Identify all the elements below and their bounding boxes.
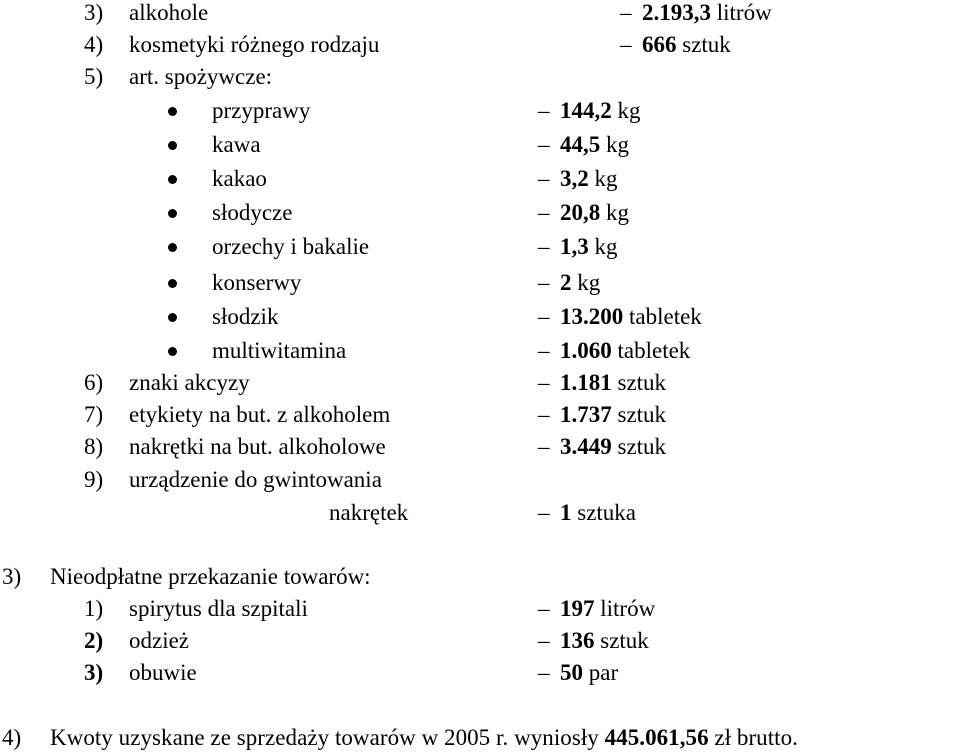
item-label: obuwie [129, 660, 197, 685]
dash: – [538, 166, 550, 191]
food-quantity: 144,2 kg [560, 98, 641, 123]
summary-text: Kwoty uzyskane ze sprzedaży towarów w 2005 r. wyniosły 445.061,56 zł brutto. [50, 725, 798, 750]
item-number: 2) [84, 628, 104, 653]
food-quantity: 1,3 kg [560, 234, 618, 259]
item-number: 9) [84, 467, 104, 492]
food-item [0, 95, 960, 127]
bullet-icon [168, 347, 177, 356]
list-item [0, 29, 960, 61]
food-item [0, 197, 960, 229]
dash: – [538, 338, 550, 363]
item-label: urządzenie do gwintowania [129, 467, 382, 492]
list-item [0, 464, 960, 496]
dash: – [538, 660, 550, 685]
food-quantity: 44,5 kg [560, 132, 629, 157]
list-item [0, 399, 960, 431]
list-item-continuation [0, 497, 960, 529]
food-label: przyprawy [212, 98, 311, 123]
bullet-icon [168, 313, 177, 322]
item-number: 5) [84, 64, 104, 89]
dash: – [620, 32, 632, 57]
dash: – [538, 200, 550, 225]
list-item [0, 657, 960, 689]
dash: – [620, 0, 632, 25]
section-heading [0, 561, 960, 593]
list-item [0, 625, 960, 657]
food-item [0, 301, 960, 333]
food-quantity: 3,2 kg [560, 166, 618, 191]
item-quantity: 136 sztuk [560, 628, 649, 653]
summary-line [0, 722, 960, 754]
food-item [0, 129, 960, 161]
food-item [0, 231, 960, 263]
item-quantity: 197 litrów [560, 596, 656, 621]
section-number: 3) [2, 564, 22, 589]
food-label: orzechy i bakalie [212, 234, 370, 259]
food-item [0, 267, 960, 299]
food-quantity: 13.200 tabletek [560, 304, 702, 329]
food-label: słodycze [212, 200, 293, 225]
bullet-icon [168, 107, 177, 116]
food-item [0, 163, 960, 195]
food-label: multiwitamina [212, 338, 347, 363]
item-quantity: 2.193,3 litrów [642, 0, 772, 25]
dash: – [538, 98, 550, 123]
item-number: 7) [84, 402, 104, 427]
section-title: Nieodpłatne przekazanie towarów: [50, 564, 371, 589]
bullet-icon [168, 141, 177, 150]
dash: – [538, 370, 550, 395]
item-number: 8) [84, 434, 104, 459]
dash: – [538, 500, 550, 525]
item-label: nakrętki na but. alkoholowe [129, 434, 386, 459]
food-label: słodzik [212, 304, 279, 329]
food-quantity: 20,8 kg [560, 200, 629, 225]
dash: – [538, 234, 550, 259]
item-label: alkohole [129, 0, 209, 25]
bullet-icon [168, 243, 177, 252]
list-item [0, 593, 960, 625]
dash: – [538, 402, 550, 427]
item-number: 4) [84, 32, 104, 57]
food-quantity: 1.060 tabletek [560, 338, 691, 363]
item-number: 1) [84, 596, 104, 621]
list-item [0, 61, 960, 93]
food-item [0, 335, 960, 367]
item-label: znaki akcyzy [129, 370, 250, 395]
list-item [0, 0, 960, 29]
item-label: etykiety na but. z alkoholem [129, 402, 391, 427]
item-quantity: 50 par [560, 660, 619, 685]
item-quantity: 1.737 sztuk [560, 402, 667, 427]
list-item [0, 367, 960, 399]
dash: – [538, 628, 550, 653]
dash: – [538, 132, 550, 157]
section-number: 4) [2, 725, 22, 750]
item-number: 3) [84, 0, 104, 25]
food-quantity: 2 kg [560, 270, 601, 295]
dash: – [538, 304, 550, 329]
dash: – [538, 270, 550, 295]
item-label: spirytus dla szpitali [129, 596, 308, 621]
item-number: 6) [84, 370, 104, 395]
food-label: kawa [212, 132, 261, 157]
bullet-icon [168, 175, 177, 184]
item-label: kosmetyki różnego rodzaju [129, 32, 380, 57]
list-item [0, 431, 960, 463]
item-quantity: 1.181 sztuk [560, 370, 667, 395]
item-quantity: 666 sztuk [642, 32, 731, 57]
food-label: konserwy [212, 270, 302, 295]
item-label: odzież [129, 628, 190, 653]
item-quantity: 1 sztuka [560, 500, 637, 525]
bullet-icon [168, 209, 177, 218]
item-label-continuation: nakrętek [329, 500, 409, 525]
item-number: 3) [84, 660, 104, 685]
dash: – [538, 434, 550, 459]
item-label: art. spożywcze: [129, 64, 273, 89]
dash: – [538, 596, 550, 621]
food-label: kakao [212, 166, 267, 191]
bullet-icon [168, 279, 177, 288]
item-quantity: 3.449 sztuk [560, 434, 667, 459]
